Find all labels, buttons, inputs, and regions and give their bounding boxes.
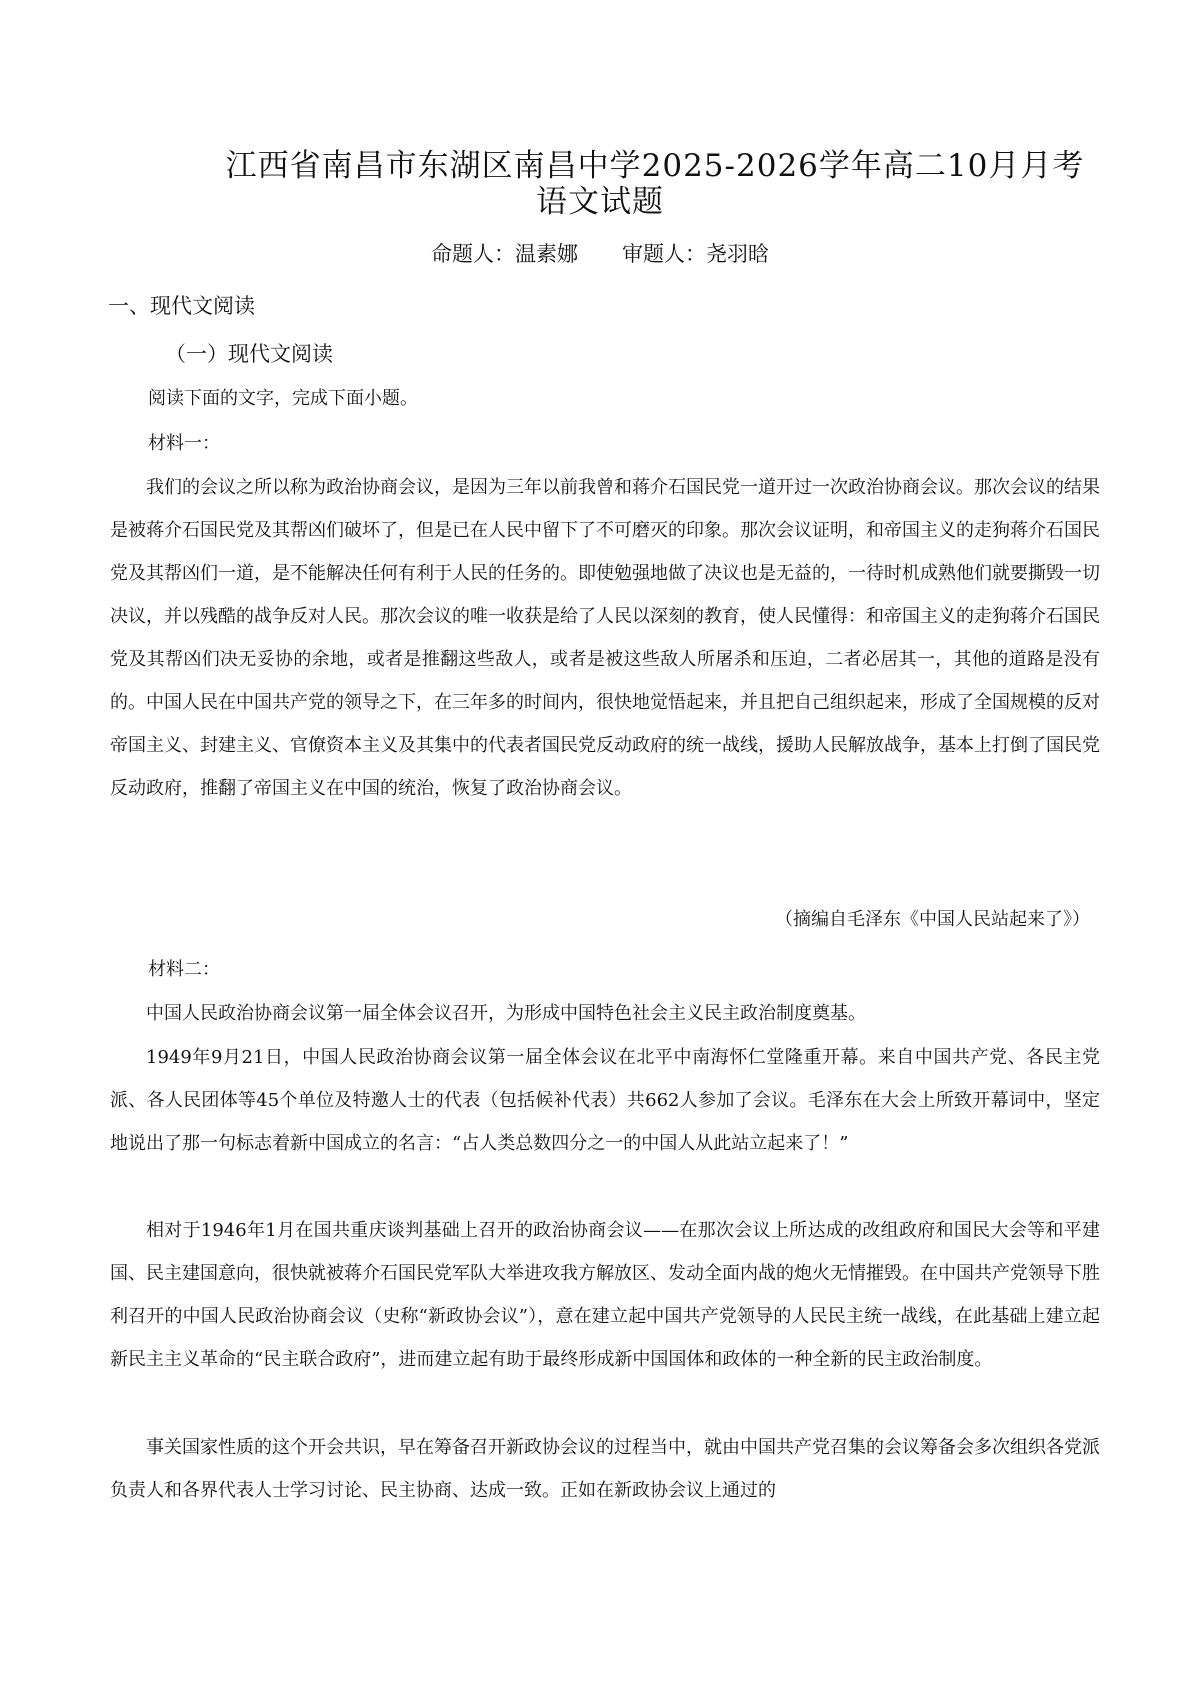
section-heading: 一、现代文阅读 (108, 294, 255, 318)
exam-title-line2: 语文试题 (536, 184, 664, 220)
material2-label: 材料二： (148, 959, 220, 980)
authors-line (0, 238, 1200, 268)
material2-paragraph-1: 中国人民政治协商会议第一届全体会议召开，为形成中国特色社会主义民主政治制度奠基。 (146, 1003, 866, 1024)
subsection-heading: （一）现代文阅读 (165, 342, 333, 366)
material2-paragraph-3: 相对于1946年1月在国共重庆谈判基础上召开的政治协商会议——在那次会议上所达成的改组政府和国民大会等和平建国、民主建国意向，很快就被蒋介石国民党军队大举进攻我方解放区、发动全面内战的炮火无情摧毁。在中国共产党领导下胜利召开的中国人民政治协商会议（史称“新政协会议”），意在建立起中国共产党领导的人民民主统一战线，在此基础上建立起新民主主义革命的“民主联合政府”，进而建立起有助于最终形成新中国国体和政体的一种全新的民主政治制度。 (110, 1220, 1100, 1370)
material1-source: （摘编自毛泽东《中国人民站起来了》） (775, 909, 1090, 930)
material1-label: 材料一： (148, 433, 220, 454)
reading-instruction: 阅读下面的文字，完成下面小题。 (148, 388, 418, 409)
material2-paragraph-4: 事关国家性质的这个开会共识，早在筹备召开新政协会议的过程当中，就由中国共产党召集的会议筹备会多次组织各党派负责人和各界代表人士学习讨论、民主协商、达成一致。正如在新政协会议上通过的 (110, 1437, 1100, 1501)
material2-paragraph-2: 1949年9月21日，中国人民政治协商会议第一届全体会议在北平中南海怀仁堂隆重开幕。来自中国共产党、各民主党派、各人民团体等45个单位及特邀人士的代表（包括候补代表）共662人参加了会议。毛泽东在大会上所致开幕词中，坚定地说出了那一句标志着新中国成立的名言：“占人类总数四分之一的中国人从此站立起来了！” (110, 1047, 1100, 1154)
material1-paragraph: 我们的会议之所以称为政治协商会议，是因为三年以前我曾和蒋介石国民党一道开过一次政治协商会议。那次会议的结果是被蒋介石国民党及其帮凶们破坏了，但是已在人民中留下了不可磨灭的印象。那次会议证明，和帝国主义的走狗蒋介石国民党及其帮凶们一道，是不能解决任何有利于人民的任务的。即使勉强地做了决议也是无益的，一待时机成熟他们就要撕毁一切决议，并以残酷的战争反对人民。那次会议的唯一收获是给了人民以深刻的教育，使人民懂得：和帝国主义的走狗蒋介石国民党及其帮凶们决无妥协的余地，或者是推翻这些敌人，或者是被这些敌人所屠杀和压迫，二者必居其一，其他的道路是没有的。中国人民在中国共产党的领导之下，在三年多的时间内，很快地觉悟起来，并且把自己组织起来，形成了全国规模的反对帝国主义、封建主义、官僚资本主义及其集中的代表者国民党反动政府的统一战线，援助人民解放战争，基本上打倒了国民党反动政府，推翻了帝国主义在中国的统治，恢复了政治协商会议。 (110, 477, 1100, 799)
exam-title-line1: 江西省南昌市东湖区南昌中学2025-2026学年高二10月月考 (225, 148, 1085, 184)
setter-name: 命题人：温素娜 (431, 242, 578, 266)
reviewer-name: 审题人：尧羽晗 (622, 242, 769, 266)
